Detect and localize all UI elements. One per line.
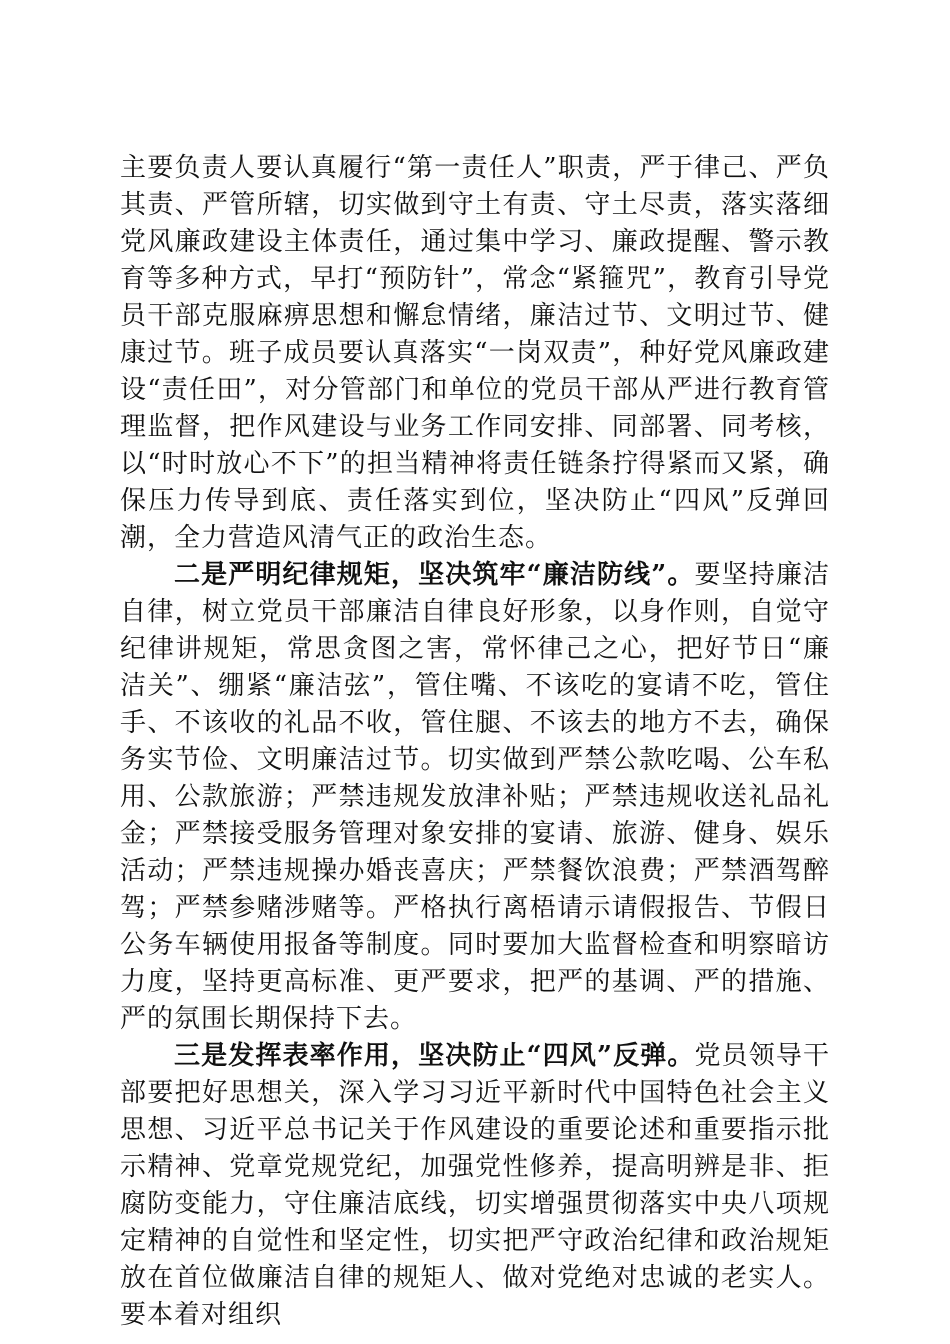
paragraph-text: 要坚持廉洁自律，树立党员干部廉洁自律良好形象，以身作则，自觉守纪律讲规矩，常思贪图之害，常怀律己之心，把好节日“廉洁关”、绷紧“廉洁弦”，管住嘴、不该吃的宴请不吃，管住手、不该收的礼品不收，管住腿、不该去的地方不去，确保务实节俭、文明廉洁过节。切实做到严禁公款吃喝、公车私用、公款旅游；严禁违规发放津补贴；严禁违规收送礼品礼金；严禁接受服务管理对象安排的宴请、旅游、健身、娱乐活动；严禁违规操办婚丧喜庆；严禁餐饮浪费；严禁酒驾醉驾；严禁参赌涉赌等。严格执行离梧请示请假报告、节假日公务车辆使用报备等制度。同时要加大监督检查和明察暗访力度，坚持更高标准、更严要求，把严的基调、严的措施、严的氛围长期保持下去。	[120, 560, 830, 1034]
section-heading: 三是发挥表率作用，坚决防止“四风”反弹。	[174, 1041, 695, 1071]
document-body	[120, 150, 830, 1334]
paragraph-continuation	[120, 150, 830, 557]
section-heading: 二是严明纪律规矩，坚决筑牢“廉洁防线”。	[174, 560, 695, 590]
paragraph-section-two	[120, 557, 830, 1038]
paragraph-text: 党员领导干部要把好思想关，深入学习习近平新时代中国特色社会主义思想、习近平总书记关于作风建设的重要论述和重要指示批示精神、党章党规党纪，加强党性修养，提高明辨是非、拒腐防变能力，守住廉洁底线，切实增强贯彻落实中央八项规定精神的自觉性和坚定性，切实把严守政治纪律和政治规矩放在首位做廉洁自律的规矩人、做对党绝对忠诚的老实人。要本着对组织	[120, 1041, 830, 1330]
paragraph-section-three	[120, 1038, 830, 1334]
paragraph-text: 主要负责人要认真履行“第一责任人”职责，严于律己、严负其责、严管所辖，切实做到守土有责、守土尽责，落实落细党风廉政建设主体责任，通过集中学习、廉政提醒、警示教育等多种方式，早打“预防针”，常念“紧箍咒”，教育引导党员干部克服麻痹思想和懈怠情绪，廉洁过节、文明过节、健康过节。班子成员要认真落实“一岗双责”，种好党风廉政建设“责任田”，对分管部门和单位的党员干部从严进行教育管理监督，把作风建设与业务工作同安排、同部署、同考核，以“时时放心不下”的担当精神将责任链条拧得紧而又紧，确保压力传导到底、责任落实到位，坚决防止“四风”反弹回潮，全力营造风清气正的政治生态。	[120, 153, 830, 553]
